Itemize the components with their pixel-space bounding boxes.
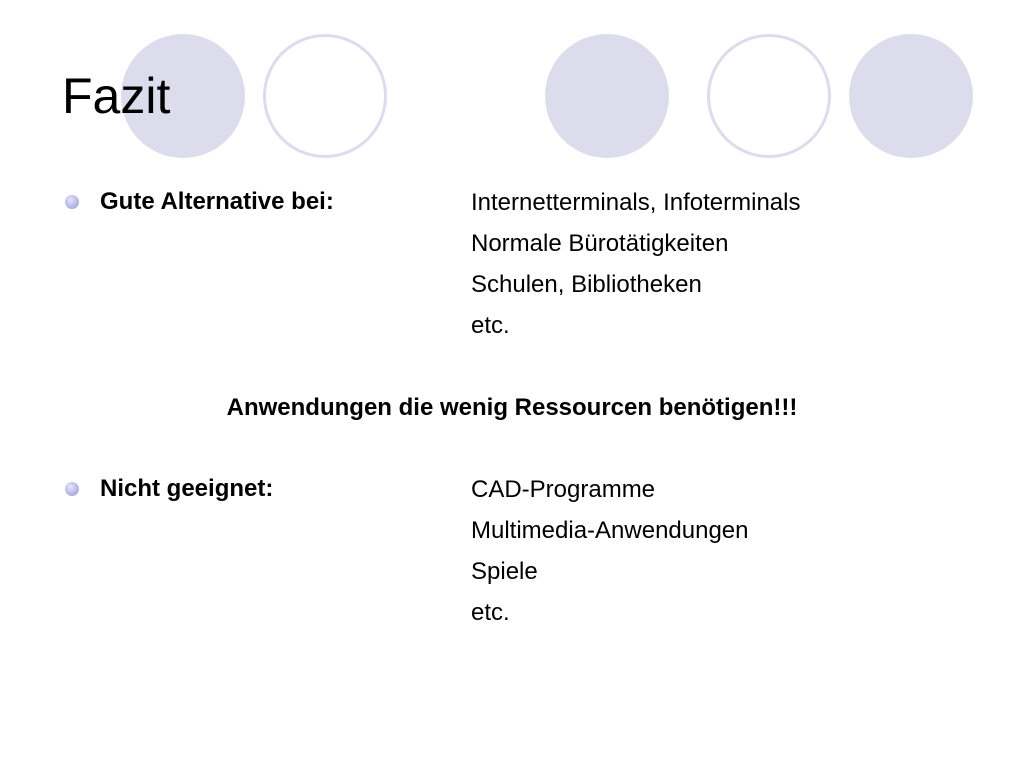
decorative-circle-filled [849,34,973,158]
list-item: Internetterminals, Infoterminals [471,189,801,216]
bullet-dot-icon [65,195,79,209]
bullet-label: Gute Alternative bei: [100,188,334,215]
bullet-dot-icon [65,482,79,496]
list-item: Normale Bürotätigkeiten [471,230,729,257]
list-item: Schulen, Bibliotheken [471,271,702,298]
decorative-circle-outline [263,34,387,158]
not-suited-list [471,469,749,633]
bullet-label: Nicht geeignet: [100,475,274,502]
decorative-circle-filled [545,34,669,158]
list-item: Spiele [471,558,538,585]
emphasis-text: Anwendungen die wenig Ressourcen benötigen!!! [226,394,798,421]
list-item: etc. [471,599,510,626]
list-item: CAD-Programme [471,476,656,503]
list-item: Multimedia-Anwendungen [471,517,749,544]
list-item: etc. [471,312,510,339]
slide-title: Fazit [62,68,171,124]
decorative-circle-outline [707,34,831,158]
good-for-list [471,182,800,346]
